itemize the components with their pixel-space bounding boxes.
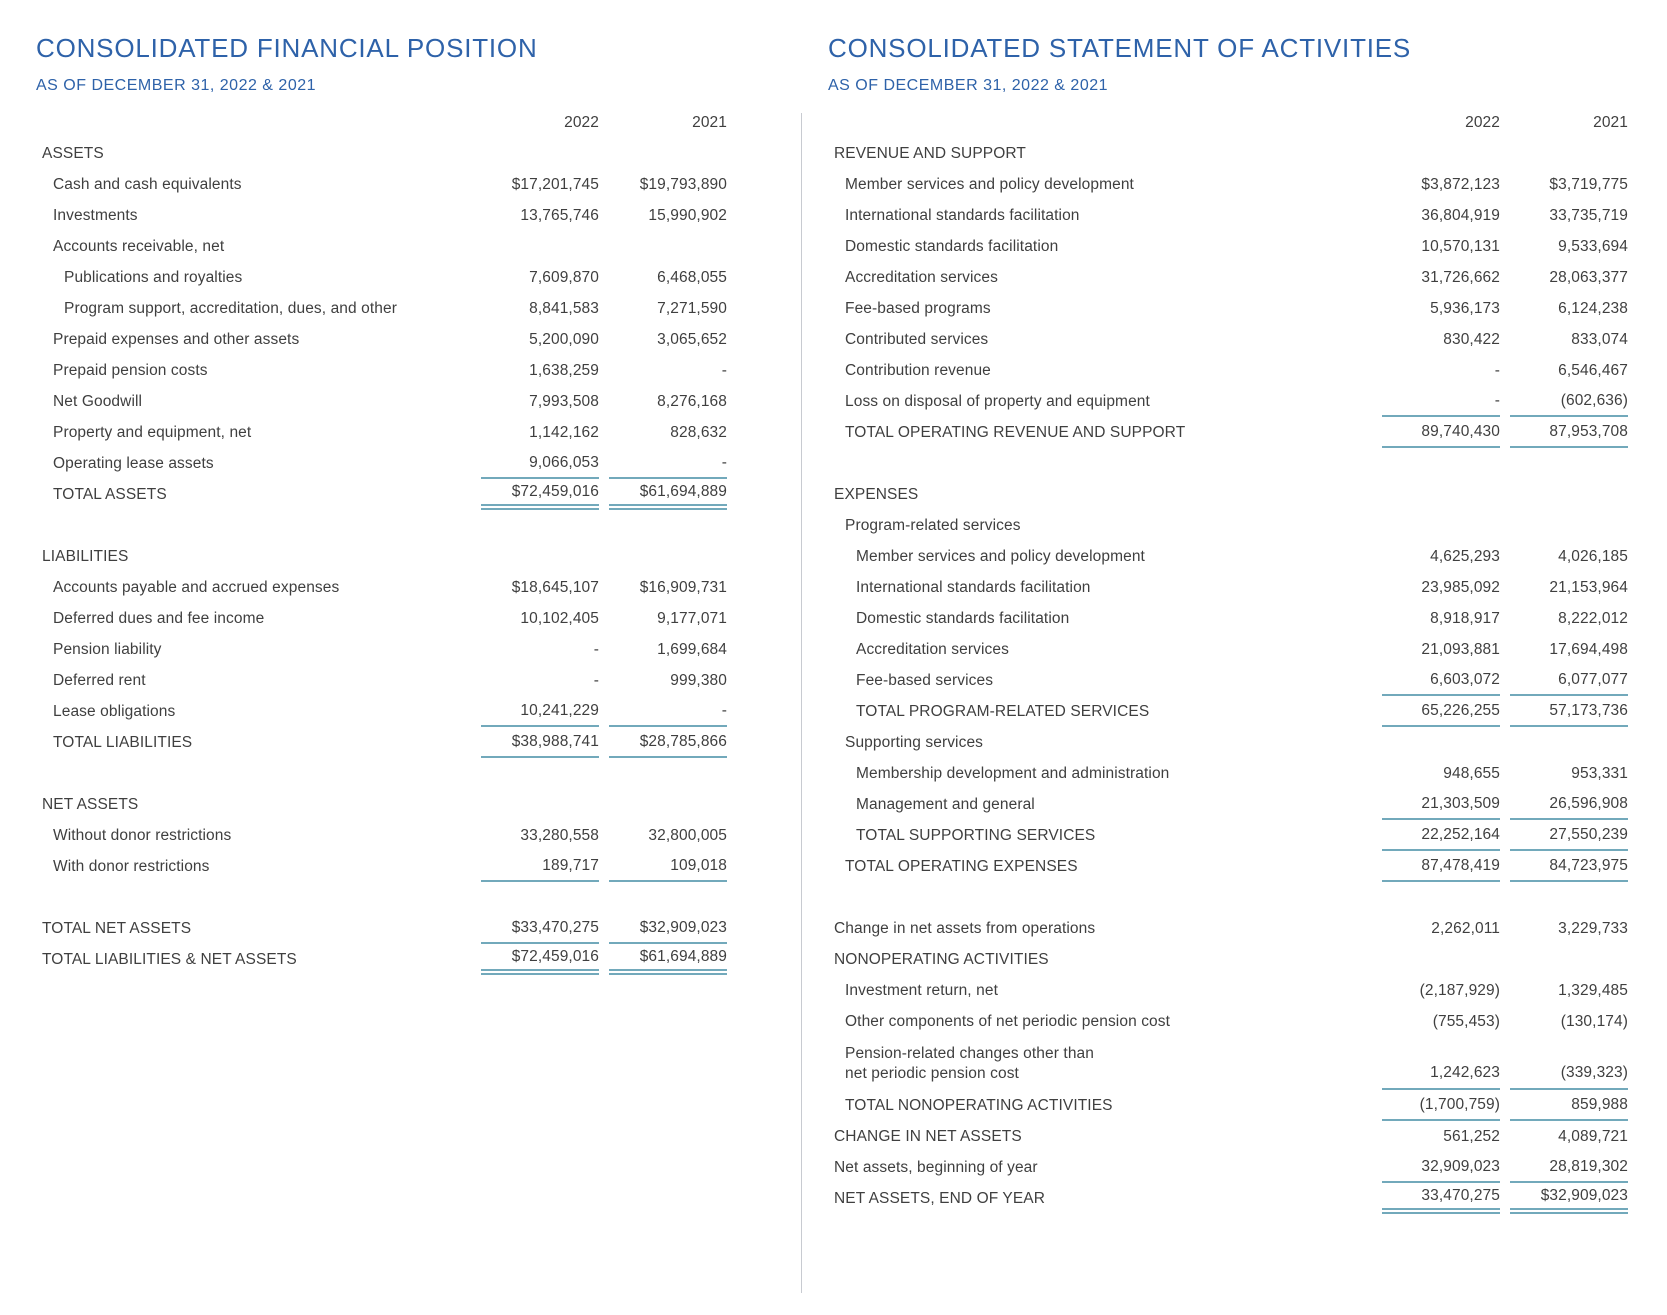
value-2022: $72,459,016 xyxy=(481,479,599,510)
value-2021: 6,124,238 xyxy=(1558,299,1628,317)
value-2022: $17,201,745 xyxy=(511,175,599,193)
value-2021: 8,222,012 xyxy=(1558,609,1628,627)
row-label: TOTAL OPERATING REVENUE AND SUPPORT xyxy=(845,423,1186,441)
row-label: CHANGE IN NET ASSETS xyxy=(834,1127,1022,1145)
value-2021: 9,533,694 xyxy=(1558,237,1628,255)
value-2021 xyxy=(609,138,727,169)
value-2021: 8,276,168 xyxy=(657,392,727,410)
row-label: Publications and royalties xyxy=(64,268,243,286)
year-column-header: 2022 xyxy=(1465,113,1500,131)
table-row xyxy=(828,975,1628,1006)
table-row xyxy=(828,1037,1628,1090)
row-label: Investments xyxy=(53,206,138,224)
row-label: Deferred dues and fee income xyxy=(53,609,265,627)
table-row xyxy=(828,789,1628,820)
value-2021: 953,331 xyxy=(1571,764,1628,782)
row-label: Operating lease assets xyxy=(53,454,214,472)
table-row xyxy=(828,634,1628,665)
table-row xyxy=(828,696,1628,727)
table-row xyxy=(828,572,1628,603)
value-2021: 7,271,590 xyxy=(657,299,727,317)
table-row xyxy=(828,510,1628,541)
value-2021: $3,719,775 xyxy=(1549,175,1628,193)
value-2021 xyxy=(1510,510,1628,541)
value-2022: 1,242,623 xyxy=(1382,1057,1500,1090)
value-2022: 65,226,255 xyxy=(1382,696,1500,727)
value-2022: 7,993,508 xyxy=(529,392,599,410)
value-2022: 5,200,090 xyxy=(529,330,599,348)
row-label: NET ASSETS, END OF YEAR xyxy=(834,1189,1046,1207)
row-label: TOTAL NET ASSETS xyxy=(42,919,192,937)
row-label: LIABILITIES xyxy=(42,547,129,565)
value-2021 xyxy=(1510,479,1628,510)
value-2022: 23,985,092 xyxy=(1421,578,1500,596)
value-2022: 948,655 xyxy=(1443,764,1500,782)
table-row xyxy=(36,169,727,200)
row-label: Member services and policy development xyxy=(856,547,1145,565)
statement-subtitle: AS OF DECEMBER 31, 2022 & 2021 xyxy=(36,77,317,94)
value-2022 xyxy=(1382,727,1500,758)
value-2021: 6,468,055 xyxy=(657,268,727,286)
value-2021: - xyxy=(609,696,727,727)
value-2021: $32,909,023 xyxy=(1510,1183,1628,1214)
value-2021: 3,065,652 xyxy=(657,330,727,348)
value-2021 xyxy=(1510,727,1628,758)
value-2021: 4,026,185 xyxy=(1558,547,1628,565)
value-2022: 36,804,919 xyxy=(1421,206,1500,224)
value-2022 xyxy=(481,138,599,169)
value-2021: $32,909,023 xyxy=(609,913,727,944)
row-label: Deferred rent xyxy=(53,671,146,689)
value-2021: 21,153,964 xyxy=(1549,578,1628,596)
value-2021: (130,174) xyxy=(1560,1012,1628,1030)
table-row xyxy=(36,231,727,262)
value-2022: - xyxy=(1382,386,1500,417)
row-label: With donor restrictions xyxy=(53,857,210,875)
table-row xyxy=(36,727,727,758)
value-2022: 561,252 xyxy=(1443,1127,1500,1145)
row-label: Fee-based services xyxy=(856,671,994,689)
table-row xyxy=(36,541,727,572)
year-column-header: 2021 xyxy=(1593,113,1628,131)
value-2021 xyxy=(1510,138,1628,169)
table-row xyxy=(36,820,727,851)
table-row xyxy=(828,913,1628,944)
row-label: NET ASSETS xyxy=(42,795,139,813)
value-2022: $33,470,275 xyxy=(481,913,599,944)
value-2022: 189,717 xyxy=(481,851,599,882)
value-2021: 6,077,077 xyxy=(1510,665,1628,696)
value-2022: 22,252,164 xyxy=(1382,820,1500,851)
table-row xyxy=(828,603,1628,634)
row-label: TOTAL SUPPORTING SERVICES xyxy=(856,826,1096,844)
row-label: Net assets, beginning of year xyxy=(834,1158,1038,1176)
table-row xyxy=(36,386,727,417)
value-2021: 3,229,733 xyxy=(1558,919,1628,937)
value-2022 xyxy=(481,541,599,572)
table-row xyxy=(36,572,727,603)
value-2022: 21,093,881 xyxy=(1421,640,1500,658)
value-2021: 33,735,719 xyxy=(1549,206,1628,224)
value-2022: $38,988,741 xyxy=(481,727,599,758)
row-label: Contribution revenue xyxy=(845,361,991,379)
financial-position-table xyxy=(36,107,727,975)
table-row xyxy=(828,386,1628,417)
value-2022: 10,241,229 xyxy=(481,696,599,727)
row-label: Accounts receivable, net xyxy=(53,237,225,255)
value-2021: (339,323) xyxy=(1510,1057,1628,1090)
value-2022: 1,638,259 xyxy=(529,361,599,379)
row-label: Member services and policy development xyxy=(845,175,1134,193)
table-row xyxy=(828,479,1628,510)
table-row xyxy=(36,138,727,169)
row-label: Prepaid pension costs xyxy=(53,361,208,379)
table-row xyxy=(828,138,1628,169)
table-row xyxy=(828,355,1628,386)
table-row xyxy=(36,603,727,634)
value-2022: 10,102,405 xyxy=(520,609,599,627)
table-row xyxy=(828,324,1628,355)
value-2021 xyxy=(609,231,727,262)
row-label: TOTAL PROGRAM-RELATED SERVICES xyxy=(856,702,1150,720)
column-header-row xyxy=(828,107,1628,138)
value-2021: 1,699,684 xyxy=(657,640,727,658)
table-row xyxy=(36,479,727,510)
value-2021: 999,380 xyxy=(670,671,727,689)
value-2022: $3,872,123 xyxy=(1421,175,1500,193)
table-row xyxy=(828,1152,1628,1183)
row-label: Supporting services xyxy=(845,733,984,751)
value-2021: 32,800,005 xyxy=(648,826,727,844)
row-label: ASSETS xyxy=(42,144,104,162)
table-row xyxy=(36,200,727,231)
table-row xyxy=(36,913,727,944)
value-2022: $18,645,107 xyxy=(511,578,599,596)
row-label: TOTAL LIABILITIES xyxy=(53,733,193,751)
row-label: Program support, accreditation, dues, and other xyxy=(64,299,397,317)
value-2022 xyxy=(1382,138,1500,169)
table-row xyxy=(828,820,1628,851)
table-row xyxy=(828,1121,1628,1152)
value-2021: 84,723,975 xyxy=(1510,851,1628,882)
table-row xyxy=(828,1090,1628,1121)
value-2021: 4,089,721 xyxy=(1558,1127,1628,1145)
value-2022: (1,700,759) xyxy=(1382,1090,1500,1121)
value-2021 xyxy=(609,541,727,572)
row-label: Cash and cash equivalents xyxy=(53,175,242,193)
value-2021: $61,694,889 xyxy=(609,944,727,975)
value-2022: - xyxy=(1494,361,1500,379)
table-row xyxy=(36,293,727,324)
table-row xyxy=(828,541,1628,572)
row-label: International standards facilitation xyxy=(845,206,1080,224)
section-divider xyxy=(801,113,802,1293)
row-label: EXPENSES xyxy=(834,485,919,503)
row-label: Program-related services xyxy=(845,516,1021,534)
table-row xyxy=(828,758,1628,789)
table-row xyxy=(828,169,1628,200)
value-2022: 33,470,275 xyxy=(1382,1183,1500,1214)
row-label: TOTAL OPERATING EXPENSES xyxy=(845,857,1078,875)
table-row xyxy=(36,851,727,882)
value-2022: 9,066,053 xyxy=(481,448,599,479)
row-label: Fee-based programs xyxy=(845,299,991,317)
value-2021: 828,632 xyxy=(670,423,727,441)
financial-position-statement xyxy=(36,33,727,975)
value-2022: 5,936,173 xyxy=(1430,299,1500,317)
row-label: Domestic standards facilitation xyxy=(845,237,1059,255)
row-label: Pension-related changes other than net periodic pension cost xyxy=(845,1044,1094,1082)
value-2022: 2,262,011 xyxy=(1431,919,1500,937)
column-header-row xyxy=(36,107,727,138)
value-2022: 33,280,558 xyxy=(520,826,599,844)
statement-of-activities-table xyxy=(828,107,1628,1214)
table-row xyxy=(36,789,727,820)
statement-subtitle: AS OF DECEMBER 31, 2022 & 2021 xyxy=(828,77,1109,94)
table-row xyxy=(36,665,727,696)
row-label: Contributed services xyxy=(845,330,989,348)
value-2021: 6,546,467 xyxy=(1558,361,1628,379)
value-2021: 87,953,708 xyxy=(1510,417,1628,448)
row-label: Loss on disposal of property and equipment xyxy=(845,392,1150,410)
row-label: TOTAL ASSETS xyxy=(53,485,167,503)
table-row xyxy=(828,665,1628,696)
value-2021: 833,074 xyxy=(1571,330,1628,348)
row-label: Domestic standards facilitation xyxy=(856,609,1070,627)
value-2021: $16,909,731 xyxy=(639,578,727,596)
value-2021: 109,018 xyxy=(609,851,727,882)
row-label: International standards facilitation xyxy=(856,578,1091,596)
row-label: Pension liability xyxy=(53,640,162,658)
value-2021: (602,636) xyxy=(1510,386,1628,417)
value-2021: 9,177,071 xyxy=(657,609,727,627)
value-2021: - xyxy=(609,448,727,479)
table-row xyxy=(828,293,1628,324)
value-2022 xyxy=(481,231,599,262)
row-label: Accounts payable and accrued expenses xyxy=(53,578,340,596)
year-column-header: 2022 xyxy=(564,113,599,131)
table-row xyxy=(828,944,1628,975)
page-title: CONSOLIDATED STATEMENT OF ACTIVITIES xyxy=(828,33,1412,63)
row-label: Membership development and administration xyxy=(856,764,1170,782)
value-2022: 21,303,509 xyxy=(1382,789,1500,820)
value-2022 xyxy=(1382,479,1500,510)
value-2021: 859,988 xyxy=(1510,1090,1628,1121)
table-row xyxy=(36,448,727,479)
value-2022: $72,459,016 xyxy=(481,944,599,975)
value-2022: (2,187,929) xyxy=(1419,981,1500,999)
value-2021: - xyxy=(721,361,727,379)
table-row xyxy=(36,696,727,727)
value-2021: 26,596,908 xyxy=(1510,789,1628,820)
spacer-row xyxy=(36,882,727,913)
value-2021: 57,173,736 xyxy=(1510,696,1628,727)
row-label: Accreditation services xyxy=(845,268,998,286)
value-2022 xyxy=(1382,944,1500,975)
table-row xyxy=(828,262,1628,293)
value-2022: 1,142,162 xyxy=(529,423,599,441)
table-row xyxy=(828,727,1628,758)
value-2022: 32,909,023 xyxy=(1382,1152,1500,1183)
year-column-header: 2021 xyxy=(692,113,727,131)
value-2022 xyxy=(1382,510,1500,541)
row-label: Net Goodwill xyxy=(53,392,143,410)
table-row xyxy=(828,1006,1628,1037)
spacer-row xyxy=(828,882,1628,913)
value-2021: 17,694,498 xyxy=(1549,640,1628,658)
row-label: Other components of net periodic pension cost xyxy=(845,1012,1171,1030)
page-title: CONSOLIDATED FINANCIAL POSITION xyxy=(36,33,538,63)
row-label: Investment return, net xyxy=(845,981,998,999)
value-2022: 7,609,870 xyxy=(529,268,599,286)
value-2021: $28,785,866 xyxy=(609,727,727,758)
table-row xyxy=(36,944,727,975)
value-2022: 830,422 xyxy=(1443,330,1500,348)
value-2022: 10,570,131 xyxy=(1421,237,1500,255)
value-2022: 8,918,917 xyxy=(1430,609,1500,627)
table-row xyxy=(828,851,1628,882)
row-label: NONOPERATING ACTIVITIES xyxy=(834,950,1049,968)
value-2022: 6,603,072 xyxy=(1382,665,1500,696)
row-label: Without donor restrictions xyxy=(53,826,232,844)
spacer-row xyxy=(828,448,1628,479)
value-2022: 31,726,662 xyxy=(1421,268,1500,286)
value-2021: 1,329,485 xyxy=(1558,981,1628,999)
value-2022: 8,841,583 xyxy=(529,299,599,317)
row-label: Property and equipment, net xyxy=(53,423,252,441)
value-2021: 28,063,377 xyxy=(1549,268,1628,286)
row-label: TOTAL LIABILITIES & NET ASSETS xyxy=(42,950,297,968)
spacer-row xyxy=(36,758,727,789)
value-2021 xyxy=(609,789,727,820)
value-2021: 28,819,302 xyxy=(1510,1152,1628,1183)
value-2022: 13,765,746 xyxy=(520,206,599,224)
table-row xyxy=(36,355,727,386)
row-label: Prepaid expenses and other assets xyxy=(53,330,300,348)
row-label: Management and general xyxy=(856,795,1035,813)
value-2022: (755,453) xyxy=(1432,1012,1500,1030)
statement-of-activities xyxy=(828,33,1628,1214)
table-row xyxy=(36,324,727,355)
value-2022: 87,478,419 xyxy=(1382,851,1500,882)
value-2022: 4,625,293 xyxy=(1430,547,1500,565)
row-label: Lease obligations xyxy=(53,702,176,720)
table-row xyxy=(36,634,727,665)
value-2021 xyxy=(1510,944,1628,975)
value-2022: 89,740,430 xyxy=(1382,417,1500,448)
row-label: TOTAL NONOPERATING ACTIVITIES xyxy=(845,1096,1113,1114)
table-row xyxy=(828,231,1628,262)
value-2021: $19,793,890 xyxy=(639,175,727,193)
table-row xyxy=(36,262,727,293)
row-label: Change in net assets from operations xyxy=(834,919,1096,937)
row-label: REVENUE AND SUPPORT xyxy=(834,144,1026,162)
value-2021: 27,550,239 xyxy=(1510,820,1628,851)
spacer-row xyxy=(36,510,727,541)
table-row xyxy=(828,200,1628,231)
value-2022: - xyxy=(593,671,599,689)
value-2022 xyxy=(481,789,599,820)
table-row xyxy=(828,1183,1628,1214)
value-2022: - xyxy=(593,640,599,658)
value-2021: $61,694,889 xyxy=(609,479,727,510)
table-row xyxy=(36,417,727,448)
row-label: Accreditation services xyxy=(856,640,1009,658)
table-row xyxy=(828,417,1628,448)
value-2021: 15,990,902 xyxy=(648,206,727,224)
